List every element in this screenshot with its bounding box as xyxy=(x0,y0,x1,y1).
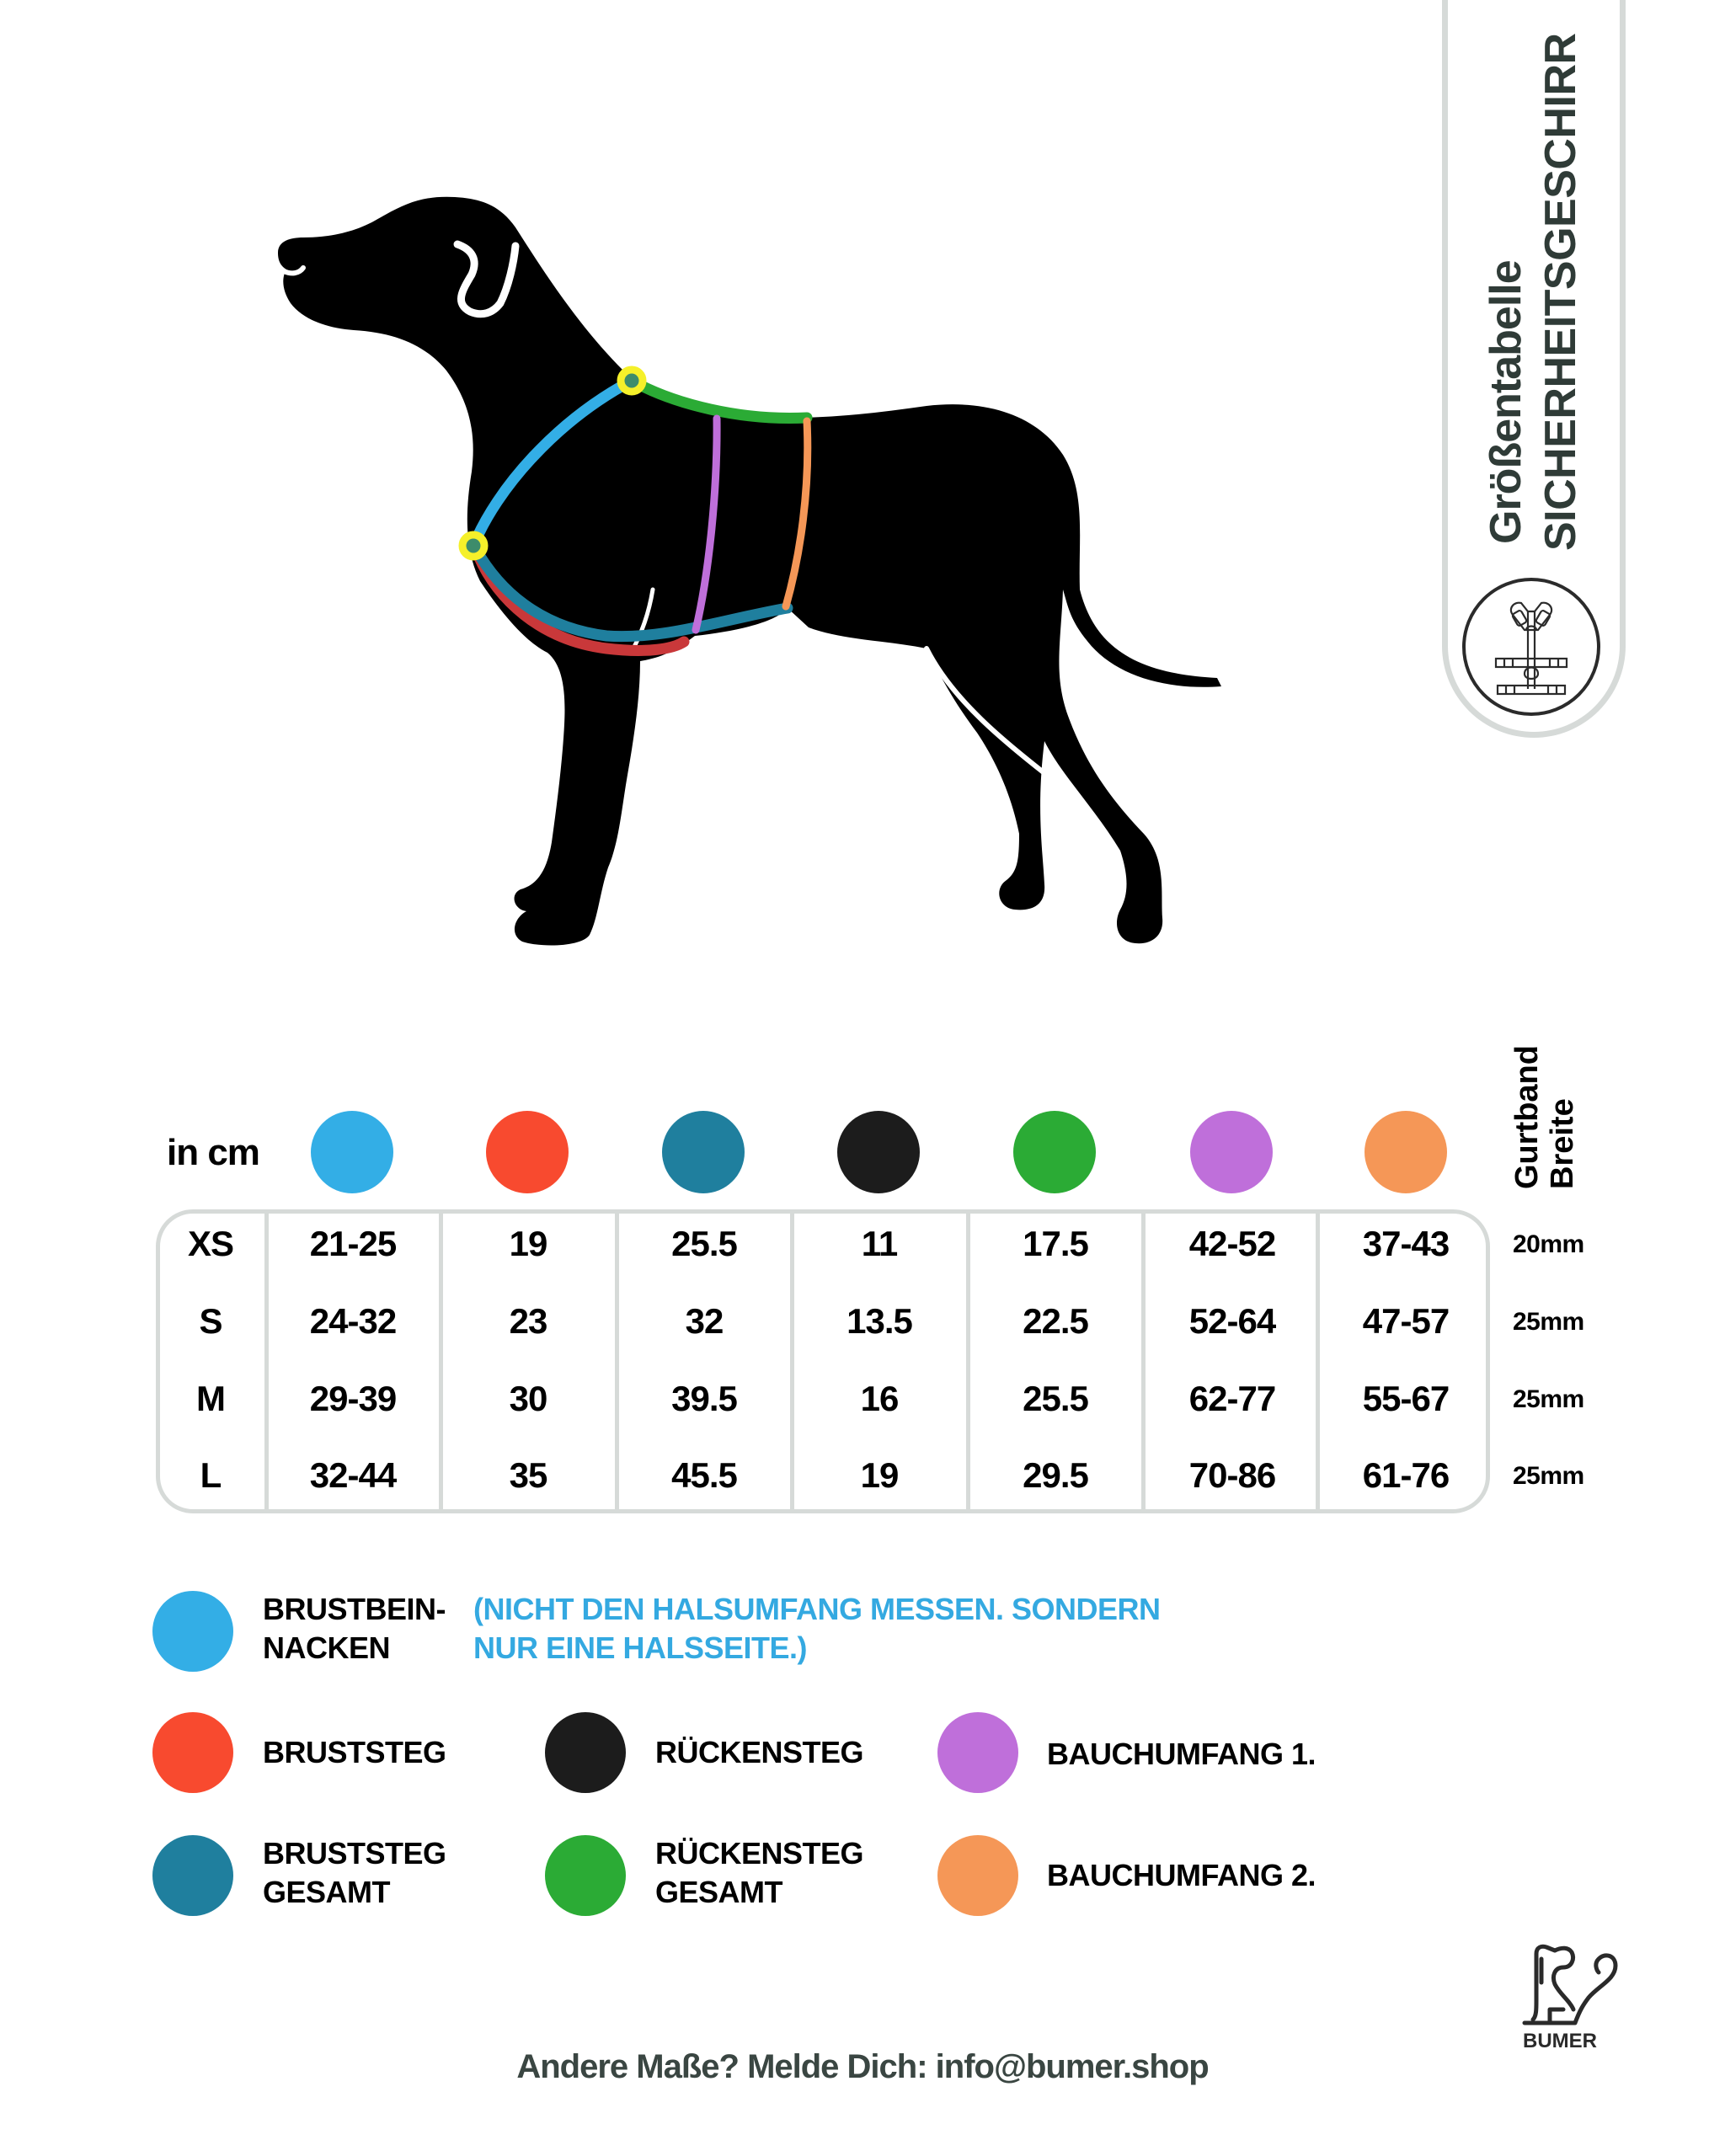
table-cell: 70-86 xyxy=(1188,1455,1276,1495)
table-cell: 52-64 xyxy=(1188,1301,1276,1341)
legend-label-rueckensteg-gesamt: RÜCKENSTEG GESAMT xyxy=(655,1836,864,1909)
legend-note-neck: (NICHT DEN HALSUMFANG MESSEN. SONDERN NUR EINE HALSSEITE.) xyxy=(473,1592,1161,1665)
size-label: M xyxy=(196,1379,225,1418)
column-color-dot-brustbein-nacken xyxy=(311,1111,393,1193)
column-color-dot-bauchumfang-2 xyxy=(1365,1111,1447,1193)
legend-label-bruststeg-gesamt: BRUSTSTEG GESAMT xyxy=(263,1836,446,1909)
legend-label-bruststeg: BRUSTSTEG xyxy=(263,1735,446,1769)
dog-illustration xyxy=(0,0,1725,1011)
legend-label-rueckensteg: RÜCKENSTEG xyxy=(655,1735,864,1769)
harness-ring-top xyxy=(621,370,643,392)
size-label: XS xyxy=(187,1224,234,1263)
column-color-dot-rueckensteg-gesamt xyxy=(1013,1111,1096,1193)
banner-title: SICHERHEITSGESCHIRR xyxy=(1536,33,1585,551)
table-cell: 21-25 xyxy=(309,1224,397,1263)
size-label: L xyxy=(200,1455,222,1495)
column-color-dot-bauchumfang-1 xyxy=(1190,1111,1273,1193)
column-divider xyxy=(1141,1211,1146,1512)
table-cell: 32 xyxy=(685,1301,724,1341)
column-color-dot-bruststeg xyxy=(486,1111,569,1193)
table-cell: 19 xyxy=(509,1224,547,1263)
table-cell: 16 xyxy=(860,1379,899,1418)
legend-dot-rueckensteg xyxy=(545,1712,626,1793)
legend-dot-bruststeg-gesamt xyxy=(152,1835,233,1916)
brand-name: BUMER xyxy=(1523,2030,1597,2052)
strap-width-value: 25mm xyxy=(1513,1385,1584,1413)
legend-label-bauchumfang-1: BAUCHUMFANG 1. xyxy=(1047,1737,1316,1771)
table-cell: 25.5 xyxy=(671,1224,737,1263)
column-color-dot-bruststeg-gesamt xyxy=(662,1111,745,1193)
table-cell: 62-77 xyxy=(1188,1379,1276,1418)
legend-dot-bauchumfang-2 xyxy=(937,1835,1018,1916)
column-divider xyxy=(615,1211,619,1512)
legend-dot-brustbein-nacken xyxy=(152,1591,233,1672)
table-cell: 22.5 xyxy=(1023,1301,1088,1341)
table-cell: 19 xyxy=(860,1455,899,1495)
table-cell: 13.5 xyxy=(846,1301,912,1341)
column-divider xyxy=(439,1211,443,1512)
strap-width-header-line1: Gurtband xyxy=(1509,1045,1545,1189)
table-cell: 30 xyxy=(509,1379,547,1418)
table-cell: 11 xyxy=(861,1224,898,1263)
column-divider xyxy=(790,1211,794,1512)
strap-width-header-line2: Breite xyxy=(1545,1098,1580,1189)
table-cell: 29.5 xyxy=(1023,1455,1088,1495)
table-cell: 17.5 xyxy=(1023,1224,1088,1263)
table-cell: 45.5 xyxy=(671,1455,737,1495)
banner-subtitle: Größentabelle xyxy=(1482,260,1530,544)
column-color-dot-rueckensteg xyxy=(837,1111,920,1193)
table-cell: 37-43 xyxy=(1362,1224,1450,1263)
table-cell: 24-32 xyxy=(309,1301,397,1341)
contact-footer: Andere Maße? Melde Dich: info@bumer.shop xyxy=(516,2048,1209,2085)
table-cell: 29-39 xyxy=(309,1379,397,1418)
table-cell: 47-57 xyxy=(1362,1301,1450,1341)
table-cell: 39.5 xyxy=(671,1379,737,1418)
harness-ring-front xyxy=(462,535,484,557)
table-cell: 25.5 xyxy=(1023,1379,1088,1418)
legend-label-bauchumfang-2: BAUCHUMFANG 2. xyxy=(1047,1858,1316,1892)
legend-label-brustbein-nacken: BRUSTBEIN- NACKEN xyxy=(263,1592,446,1665)
table-cell: 23 xyxy=(509,1301,547,1341)
table-cell: 42-52 xyxy=(1188,1224,1276,1263)
column-divider xyxy=(966,1211,970,1512)
strap-width-value: 25mm xyxy=(1513,1462,1584,1490)
dog-silhouette xyxy=(278,197,1221,946)
size-label: S xyxy=(199,1301,222,1341)
table-cell: 61-76 xyxy=(1362,1455,1450,1495)
strap-width-value: 25mm xyxy=(1513,1308,1584,1336)
unit-label: in cm xyxy=(167,1132,259,1173)
table-cell: 35 xyxy=(509,1455,547,1495)
table-cell: 55-67 xyxy=(1362,1379,1450,1418)
table-cell: 32-44 xyxy=(309,1455,397,1495)
legend-dot-bruststeg xyxy=(152,1712,233,1793)
dog-heart-logo xyxy=(1521,1942,1627,2026)
legend-dot-bauchumfang-1 xyxy=(937,1712,1018,1793)
legend-dot-rueckensteg-gesamt xyxy=(545,1835,626,1916)
strap-width-value: 20mm xyxy=(1513,1230,1584,1258)
